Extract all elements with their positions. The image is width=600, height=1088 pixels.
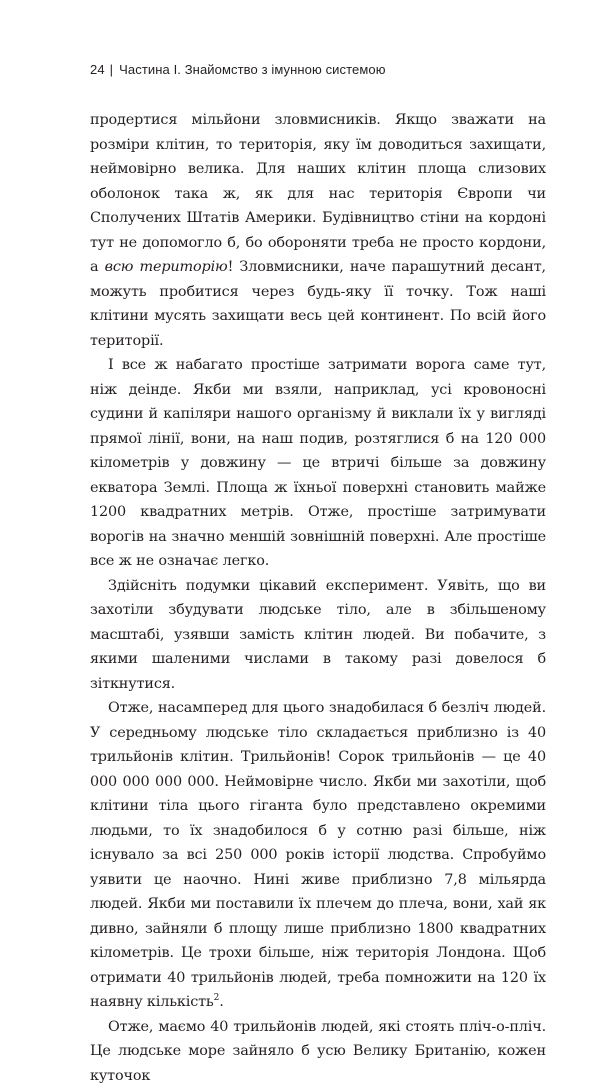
footnote-marker[interactable]: 2: [214, 993, 220, 1003]
paragraph-3: Здійсніть подумки цікавий експеримент. Уявіть, що ви захотіли збудувати людське тіло, але в збільшеному масштабі, узявши замість клітин людей. Ви побачите, з якими шаленими числами в такому разі довелося б зіткнутися.: [90, 574, 546, 697]
paragraph-1: [90, 108, 546, 353]
header-separator: |: [110, 62, 113, 77]
paragraph-2: І все ж набагато простіше затримати ворога саме тут, ніж деінде. Якби ми взяли, наприклад, усі кровоносні судини й капіляри нашого організму й виклали їх у вигляді прямої лінії, вони, на наш подив, розтяглися б на 120 000 кілометрів у довжину — це втричі більше за довжину екватора Землі. Площа ж їхньої поверхні становить майже 1200 квадратних метрів. Отже, простіше затримувати ворогів на значно меншій зовнішній поверхні. Але простіше все ж не означає легко.: [90, 353, 546, 574]
paragraph-4: [90, 696, 546, 1015]
paragraph-text: Отже, насамперед для цього знадобилася б безліч людей. У середньому людське тіло складається приблизно із 40 трильйонів клітин. Трильйонів! Сорок трильйонів — це 40 000 000 000 000. Неймовірне число. Якби ми захотіли, щоб клітини тіла цього гіганта було представлено окремими людьми, то їх знадобилося б у сотню разі більше, ніж існувало за всі 250 000 років історії людства. Спробуймо уявити це наочно. Нині живе приблизно 7,8 мільярда людей. Якби ми поставили їх плечем до плеча, вони, хай як дивно, зайняли б площу лише приблизно 1800 квадратних кілометрів. Це трохи більше, ніж територія Лондона. Щоб отримати 40 трильйонів людей, треба помножити на 120 їх наявну кількість: [90, 700, 546, 1010]
paragraph-5: Отже, маємо 40 трильйонів людей, які стоять пліч-о-пліч. Це людське море зайняло б усю Велику Британію, кожен куточок: [90, 1015, 546, 1088]
running-header: [90, 62, 386, 77]
emphasized-text: всю територію: [105, 259, 228, 275]
paragraph-text: .: [219, 994, 223, 1010]
body-text: [90, 108, 546, 1088]
paragraph-text: продертися мільйони зловмисників. Якщо зважати на розміри клітин, то територія, яку їм доводиться захищати, неймовірно велика. Для наших клітин площа слизових оболонок така ж, як для нас територія Європи чи Сполучених Штатів Америки. Будівництво стіни на кордоні тут не допомогло б, бо обороняти треба не просто кордони, а: [90, 112, 546, 275]
chapter-title: Частина I. Знайомство з імунною системою: [119, 62, 385, 77]
paragraph-text: ! Зловмисники, наче парашутний десант, можуть пробитися через будь-яку її точку. Тож наші клітини мусять захищати весь цей континент. По всій його території.: [90, 259, 546, 349]
page-number: 24: [90, 62, 105, 77]
